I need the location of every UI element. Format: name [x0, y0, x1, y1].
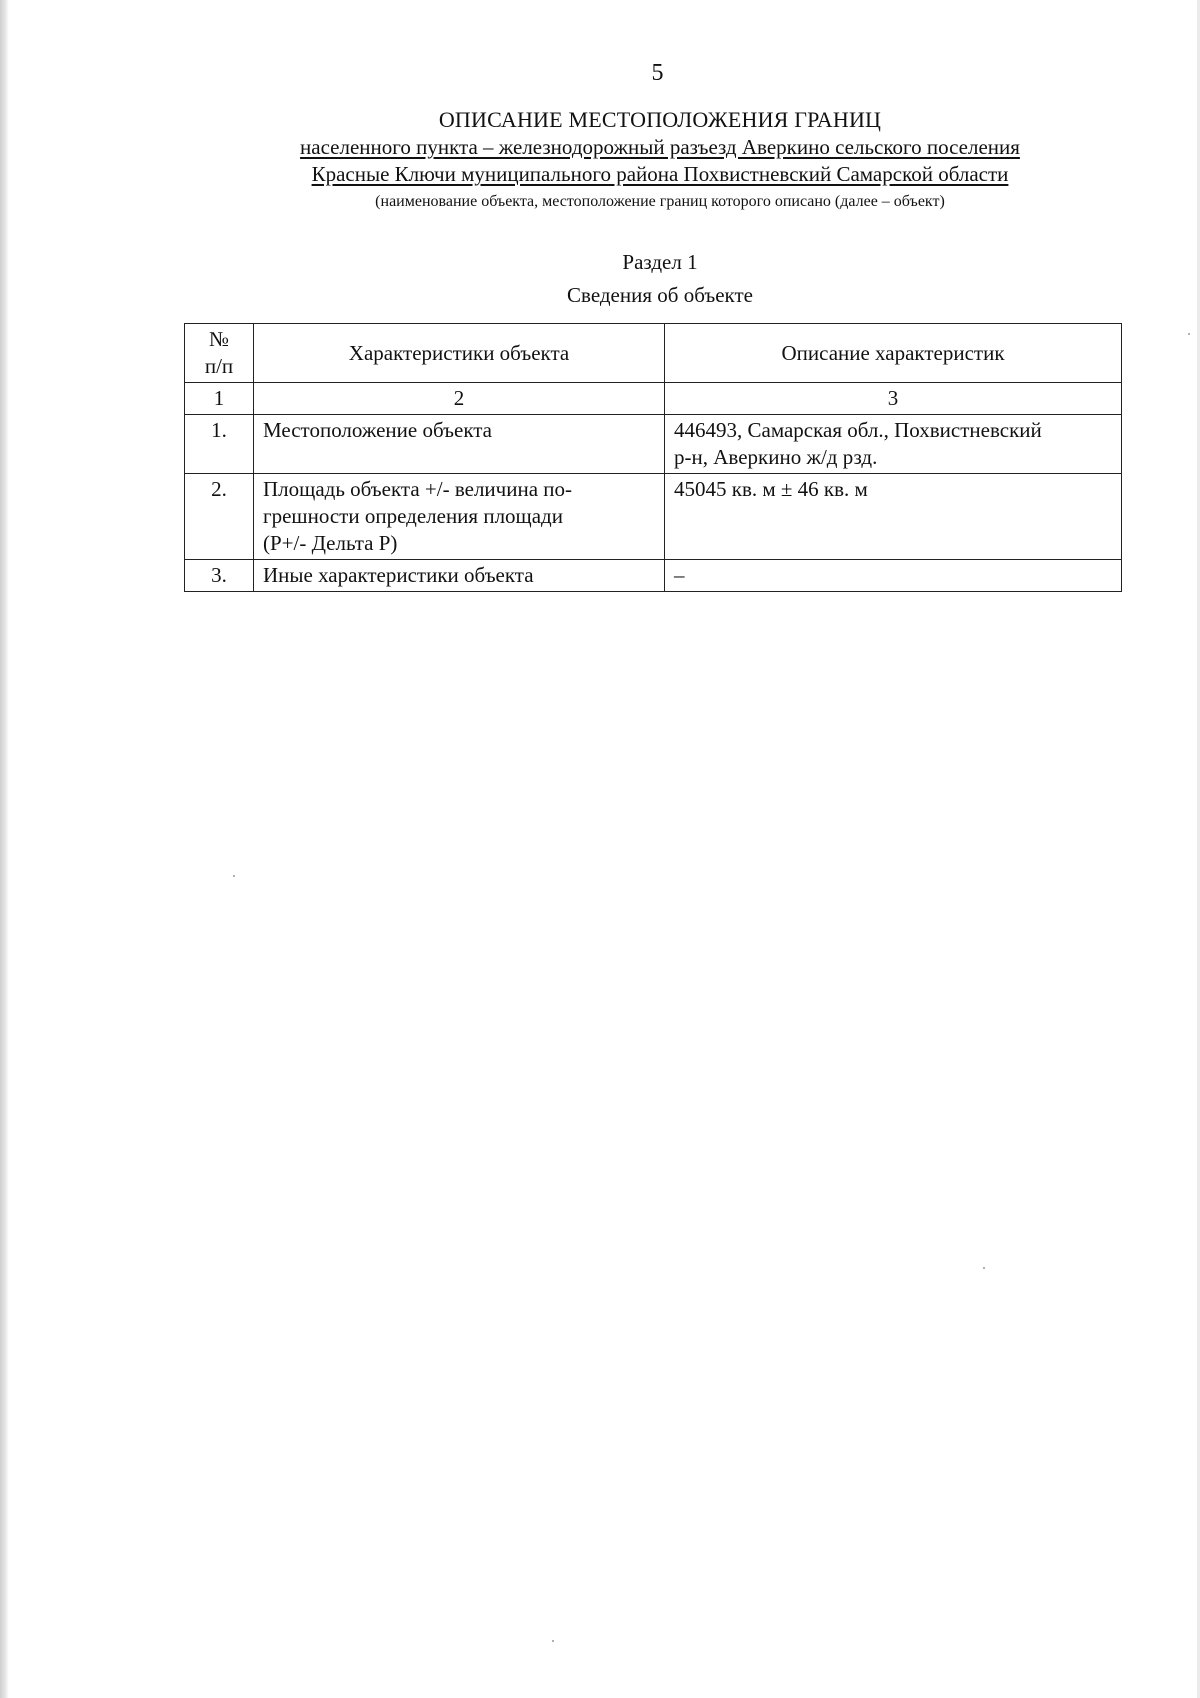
column-number-1: 1 — [185, 383, 254, 415]
document-subtitle-line1: населенного пункта – железнодорожный разъезд Аверкино сельского поселения — [300, 135, 1020, 159]
section-name: Сведения об объекте — [567, 283, 753, 307]
row-1-characteristic: Местоположение объекта — [254, 415, 665, 474]
row-1-description-line1: 446493, Самарская обл., Похвистневский — [674, 418, 1042, 442]
scan-speck — [1188, 333, 1190, 335]
row-2-num: 2. — [185, 474, 254, 560]
row-3-characteristic: Иные характеристики объекта — [254, 560, 665, 592]
header-num-line2: п/п — [204, 354, 234, 378]
document-title: ОПИСАНИЕ МЕСТОПОЛОЖЕНИЯ ГРАНИЦ — [438, 107, 882, 132]
row-3-description: – — [665, 560, 1122, 592]
row-2-characteristic-line1: Площадь объекта +/- величина по- — [263, 477, 573, 501]
document-header — [210, 106, 1110, 214]
header-description: Описание характеристик — [665, 324, 1122, 383]
row-2-characteristic-line3: (Р+/- Дельта Р) — [263, 531, 398, 555]
scan-speck — [983, 1267, 985, 1269]
document-subtitle-note: (наименование объекта, местоположение границ которого описано (далее – объект) — [375, 193, 945, 210]
column-number-2: 2 — [254, 383, 665, 415]
document-subtitle-line2: Красные Ключи муниципального района Похвистневский Самарской области — [311, 162, 1009, 186]
table-row — [185, 415, 1122, 474]
row-2-characteristic-line2: грешности определения площади — [263, 504, 563, 528]
column-number-row — [185, 383, 1122, 415]
page-number: 5 — [651, 60, 664, 86]
row-1-description — [665, 415, 1122, 474]
row-2-characteristic — [254, 474, 665, 560]
section-heading — [210, 246, 1110, 312]
row-3-num: 3. — [185, 560, 254, 592]
table-header-row — [185, 324, 1122, 383]
column-number-3: 3 — [665, 383, 1122, 415]
table-row — [185, 560, 1122, 592]
header-num — [185, 324, 254, 383]
row-1-num: 1. — [185, 415, 254, 474]
scan-edge-left — [0, 0, 9, 1698]
row-2-description: 45045 кв. м ± 46 кв. м — [665, 474, 1122, 560]
scan-speck — [233, 875, 235, 877]
row-1-description-line2: р-н, Аверкино ж/д рзд. — [674, 445, 878, 469]
object-info-table — [184, 323, 1122, 592]
header-num-line1: № — [208, 327, 230, 351]
header-characteristic: Характеристики объекта — [254, 324, 665, 383]
section-number: Раздел 1 — [622, 250, 698, 274]
scan-speck — [552, 1640, 554, 1642]
table-row — [185, 474, 1122, 560]
